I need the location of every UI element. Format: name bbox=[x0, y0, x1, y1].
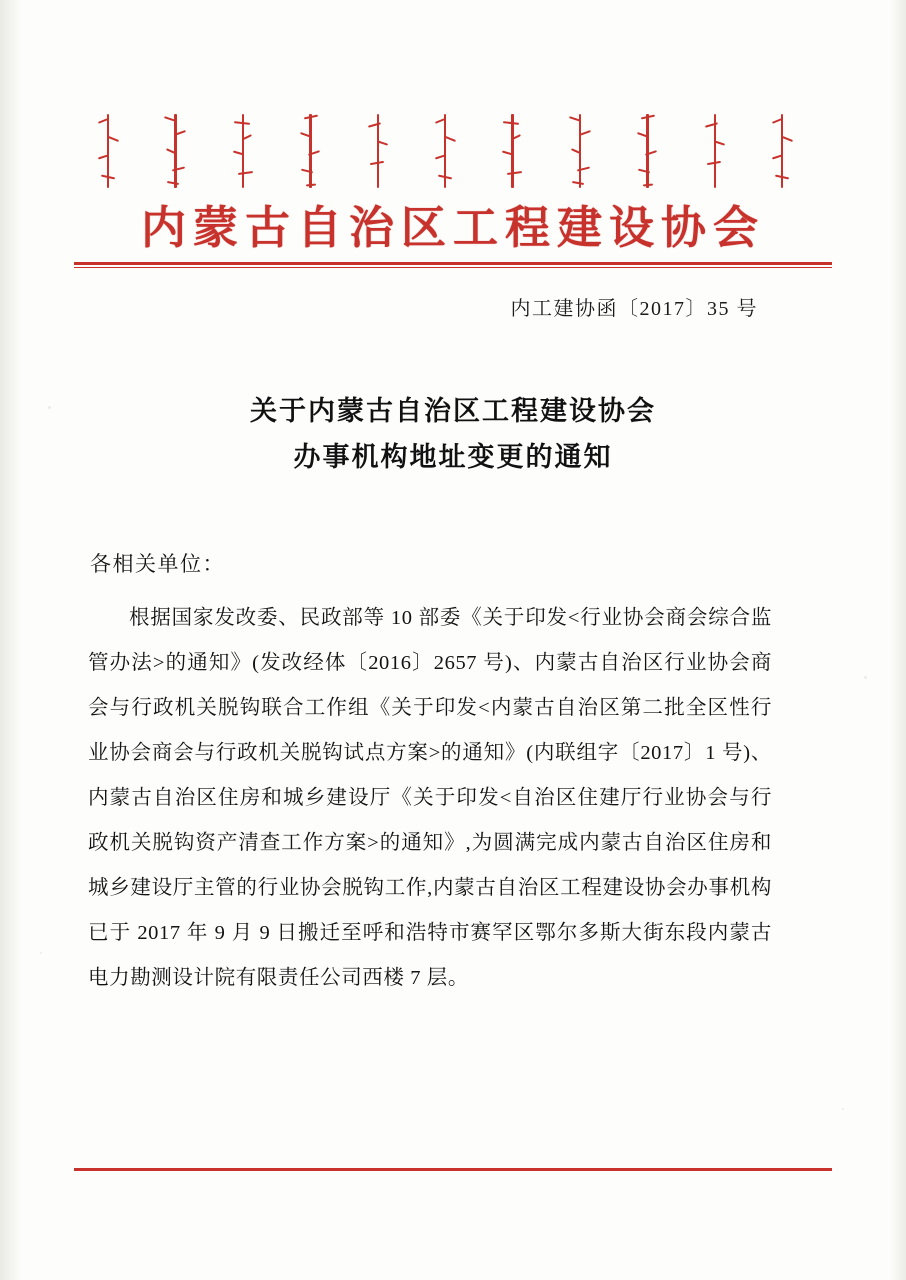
document-title-line-2: 办事机构地址变更的通知 bbox=[293, 442, 613, 473]
mongolian-glyph bbox=[703, 112, 729, 190]
mongolian-glyph bbox=[770, 112, 796, 190]
mongolian-glyph bbox=[298, 112, 324, 190]
mongolian-glyph bbox=[366, 112, 392, 190]
scan-speckle bbox=[864, 676, 867, 679]
scan-speckle bbox=[48, 406, 51, 409]
mongolian-glyph bbox=[433, 112, 459, 190]
mongolian-script-header bbox=[96, 112, 796, 204]
letterhead-divider bbox=[74, 262, 832, 268]
salutation: 各相关单位： bbox=[90, 552, 225, 576]
body-paragraph: 根据国家发改委、民政部等 10 部委《关于印发<行业协会商会综合监管办法>的通知》(发改经体〔2016〕2657 号)、内蒙古自治区行业协会商会与行政机关脱钩联合工作组《关于印发<内蒙古自治区第二批全区性行业协会商会与行政机关脱钩试点方案>的通知》(内联组字〔2017〕1 号)、内蒙古自治区住房和城乡建设厅《关于印发<自治区住建厅行业协会与行政机关脱钩资产清查工作方案>的通知》,为圆满完成内蒙古自治区住房和城乡建设厅主管的行业协会脱钩工作,内蒙古自治区工程建设协会办事机构已于 2017 年 9 月 9 日搬迁至呼和浩特市赛罕区鄂尔多斯大街东段内蒙古电力勘测设计院有限责任公司西楼 7 层。 bbox=[88, 607, 772, 989]
mongolian-glyph bbox=[568, 112, 594, 190]
document-title-line-1: 关于内蒙古自治区工程建设协会 bbox=[250, 396, 656, 426]
document-number: 内工建协函〔2017〕35 号 bbox=[510, 298, 758, 320]
mongolian-glyph bbox=[635, 112, 661, 190]
mongolian-glyph bbox=[96, 112, 122, 190]
document-title bbox=[0, 388, 906, 481]
mongolian-glyph bbox=[500, 112, 526, 190]
mongolian-glyph bbox=[163, 112, 189, 190]
mongolian-glyph bbox=[231, 112, 257, 190]
letterhead-organization-name: 内蒙古自治区工程建设协会 bbox=[140, 203, 765, 253]
footer-divider bbox=[74, 1168, 832, 1171]
scan-speckle bbox=[842, 1108, 844, 1110]
scan-speckle bbox=[40, 952, 42, 954]
